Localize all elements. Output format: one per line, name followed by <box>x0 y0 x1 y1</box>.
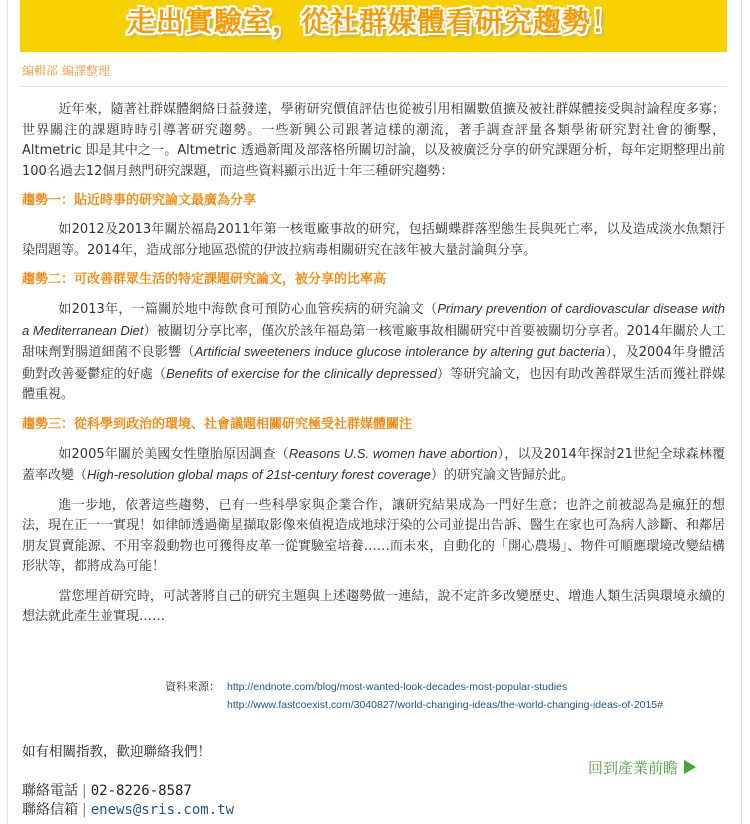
phone-number: 02-8226-8587 <box>90 783 192 799</box>
paper-title: Reasons U.S. women have abortion <box>288 445 498 461</box>
paper-title: High-resolution global maps of 21st-century forest coverage <box>87 467 431 482</box>
separator: | <box>82 802 87 818</box>
paper-title: Primary prevention of cardiovascular disease with a Mediterranean Diet <box>22 301 725 338</box>
play-arrow-icon <box>684 760 696 774</box>
source-link-endnote[interactable]: http://endnote.com/blog/most-wanted-look-decades-most-popular-studies <box>227 681 568 693</box>
email-link[interactable]: enews@sris.com.tw <box>90 802 235 818</box>
separator: | <box>82 783 87 799</box>
trend-3-paragraph: 如2005年關於美國女性墮胎原因調查（Reasons U.S. women have abortion），以及2014年探討21世紀全球森林覆蓋率改變（High-resolution global maps of 21st-century forest coverage）的研究論文皆歸於此。 <box>22 445 725 483</box>
back-link-label: 回到產業前瞻 <box>588 759 679 777</box>
trend-3-heading: 趨勢三：從科學到政治的環境、社會議題相關研究極受社群媒體關注 <box>22 416 413 432</box>
back-to-industry-button[interactable] <box>588 757 696 778</box>
trend-2-paragraph: 如2013年，一篇關於地中海飲食可預防心血管疾病的研究論文（Primary prevention of cardiovascular disease with a Mediterranean Diet）被關切分享比率，僅次於該年福島第一核電廠事故相關研究中首要被關切分享者。2014年關於人工甜味劑對腸道細菌不良影響（Artificial sweeteners induce glucose intolerance by altering gut bacteria），及2004年身體活動對改善憂鬱症的好處（Benefits of exercise for the clinically depressed）等研究論文，也因有助改善群眾生活而獲社群媒體重視。 <box>22 301 725 402</box>
page-title: 走出實驗室，從社群媒體看研究趨勢！ <box>126 5 620 38</box>
trend-1-paragraph: 如2012及2013年關於福島2011年第一核電廠事故的研究，包括蝴蝶群落型態生長與死亡率，以及造成淡水魚類汙染問題等。2014年，造成部分地區恐慌的伊波拉病毒相關研究在該年被大量討論與分享。 <box>22 222 725 258</box>
page-title-banner <box>20 0 727 52</box>
phone-label: 聯絡電話 <box>22 783 78 799</box>
paper-title: Artificial sweeteners induce glucose intolerance by altering gut bacteria <box>194 344 606 359</box>
sources <box>165 678 663 714</box>
paper-title: Benefits of exercise for the clinically depressed <box>166 365 437 381</box>
source-link-fastcoexist[interactable]: http://www.fastcoexist.com/3040827/world-changing-ideas/the-world-changing-ideas-of-2015# <box>227 699 663 711</box>
sources-label: 資料來源： <box>165 680 220 693</box>
byline: 編輯部 編譯整理 <box>22 64 110 78</box>
contact-phone <box>22 780 192 800</box>
trend-1-heading: 趨勢一：貼近時事的研究論文最廣為分享 <box>22 193 257 208</box>
closing-paragraph: 當您埋首研究時，可試著將自己的研究主題與上述趨勢做一連結，說不定許多改變歷史、增進人類生活與環境永續的想法就此產生並實現…… <box>22 588 725 624</box>
email-label: 聯絡信箱 <box>22 802 78 818</box>
divider <box>20 86 727 87</box>
article-body <box>22 100 725 628</box>
contact-email <box>22 799 234 819</box>
intro-paragraph: 近年來，隨著社群媒體網絡日益發達，學術研究價值評估也從被引用相關數值擴及被社群媒體接受與討論程度多寡；世界關注的課題時時引導著研究趨勢。一些新興公司跟著這樣的潮流，著手調查評量各類學術研究對社會的衝擊，Altmetric 即是其中之一。Altmetric 透過新聞及部落格所關切討論，以及被廣泛分享的研究課題分析，每年定期整理出前100名過去12個月熱門研究課題，而這些資料顯示出近十年三種研究趨勢： <box>22 102 725 179</box>
trend-2-heading: 趨勢二：可改善群眾生活的特定課題研究論文，被分享的比率高 <box>22 272 387 287</box>
next-step-paragraph: 進一步地，依著這些趨勢，已有一些科學家與企業合作，讓研究結果成為一門好生意；也許之前被認為是瘋狂的想法，現在正一一實現！如律師透過衛星擷取影像來偵視造成地球汙染的公司並提出告訴、醫生在家也可為病人診斷、和鄰居朋友買賣能源、不用宰殺動物也可獲得皮革一從實驗室培養……而未來，自動化的「開心農場」、物件可順應環境改變結構形狀等，都將成為可能！ <box>22 497 725 574</box>
contact-invite: 如有相關指教，歡迎聯絡我們！ <box>22 744 211 760</box>
